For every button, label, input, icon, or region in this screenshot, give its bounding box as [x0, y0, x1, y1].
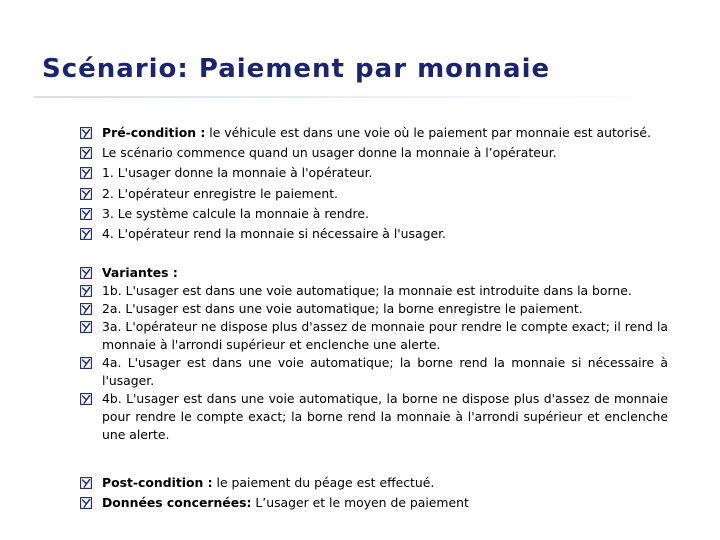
bullet-icon: [80, 497, 92, 509]
bullet-icon: [80, 321, 92, 333]
slide-title: Scénario: Paiement par monnaie: [42, 54, 551, 84]
bullet-icon: [80, 393, 92, 405]
postcondition-text: le paiement du péage est effectué.: [212, 475, 435, 490]
title-divider: [34, 96, 682, 98]
bullet-icon: [80, 303, 92, 315]
bullet-icon: [80, 147, 92, 159]
variants-label: Variantes :: [102, 265, 178, 280]
list-item: [80, 224, 668, 244]
variant-text: 4a. L'usager est dans une voie automatique; la borne rend la monnaie si nécessaire à l'usager.: [102, 355, 668, 388]
bullet-icon: [80, 285, 92, 297]
list-item: [80, 300, 668, 318]
variants-list: [80, 264, 668, 444]
list-item: [80, 143, 668, 163]
bullet-icon: [80, 127, 92, 139]
bullet-icon: [80, 477, 92, 489]
data-concerned-text: L’usager et le moyen de paiement: [251, 495, 469, 511]
step-text: 4. L'opérateur rend la monnaie si nécessaire à l'usager.: [102, 226, 446, 242]
list-item: [80, 354, 668, 390]
postcondition-item: [80, 473, 668, 493]
precondition-label: Pré-condition :: [102, 125, 206, 140]
precondition-text: le véhicule est dans une voie où le paiement par monnaie est autorisé.: [205, 125, 651, 140]
variant-text: 2a. L'usager est dans une voie automatique; la borne enregistre le paiement.: [102, 301, 583, 316]
list-item: [80, 204, 668, 224]
step-text: Le scénario commence quand un usager donne la monnaie à l’opérateur.: [102, 145, 557, 161]
bullet-icon: [80, 208, 92, 220]
bullet-icon: [80, 357, 92, 369]
bullet-icon: [80, 228, 92, 240]
variant-text: 4b. L'usager est dans une voie automatique, la borne ne dispose plus d'assez de monnaie pour rendre le compte exact; la borne rend la monnaie à l'arrondi supérieur et enclenche une alerte.: [102, 391, 668, 442]
main-scenario-list: [80, 123, 668, 244]
variant-text: 1b. L'usager est dans une voie automatique; la monnaie est introduite dans la borne.: [102, 283, 632, 298]
postcondition-list: [80, 473, 668, 513]
variants-heading: [80, 264, 668, 282]
bullet-icon: [80, 188, 92, 200]
step-text: 3. Le système calcule la monnaie à rendre.: [102, 205, 369, 221]
data-concerned-item: [80, 493, 668, 513]
step-text: 2. L'opérateur enregistre le paiement.: [102, 185, 338, 201]
list-item: [80, 163, 668, 183]
bullet-icon: [80, 167, 92, 179]
list-item: [80, 390, 668, 444]
step-text: 1. L'usager donne la monnaie à l'opérateur.: [102, 165, 373, 181]
bullet-icon: [80, 267, 92, 279]
variant-text: 3a. L'opérateur ne dispose plus d'assez de monnaie pour rendre le compte exact; il rend la monnaie à l'arrondi supérieur et enclenche une alerte.: [102, 319, 668, 352]
precondition-item: [80, 123, 668, 143]
list-item: [80, 318, 668, 354]
data-concerned-label: Données concernées:: [102, 495, 252, 511]
list-item: [80, 282, 668, 300]
postcondition-label: Post-condition :: [102, 475, 213, 490]
list-item: [80, 184, 668, 204]
